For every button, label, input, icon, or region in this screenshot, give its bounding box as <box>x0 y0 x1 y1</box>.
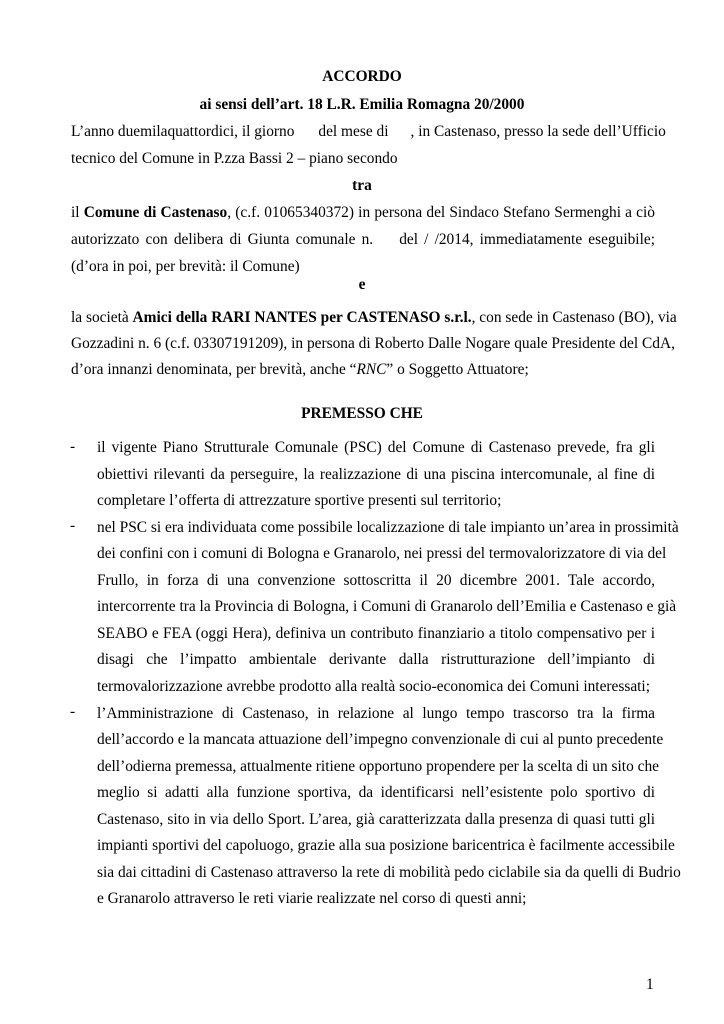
bullet3-line-5: Castenaso, sito in via dello Sport. L’area, già caratterizzata dalla presenza di quasi tutti gli <box>97 811 655 828</box>
bullet-dash: - <box>70 703 76 720</box>
tra-heading: tra <box>352 177 372 194</box>
party1-line-2: autorizzato con delibera di Giunta comunale n. del / /2014, immediatamente eseguibile; <box>71 231 655 248</box>
bullet3-line-6: impianti sportivi del capoluogo, grazie alla sua posizione baricentrica è facilmente accessibile <box>97 837 675 854</box>
bullet3-line-7: sia dai cittadini di Castenaso attraverso la rete di mobilità pedo ciclabile sia da quelli di Budrio <box>97 864 681 881</box>
bullet3-line-3: dell’odierna premessa, attualmente ritiene opportuno propendere per la scelta di un sito che <box>97 758 659 775</box>
bullet3-line-2: dell’accordo e la mancata attuazione dell’impegno convenzionale di cui al punto precedente <box>97 731 664 748</box>
party1-line-1: il Comune di Castenaso, (c.f. 01065340372) in persona del Sindaco Stefano Sermenghi a ciò <box>71 204 655 221</box>
bullet2-line-3: Frullo, in forza di una convenzione sottoscritta il 20 dicembre 2001. Tale accordo, <box>97 572 655 589</box>
bullet2-line-7: termovalorizzazione avrebbe prodotto alla realtà socio-economica dei Comuni interessati; <box>97 678 650 695</box>
bullet2-line-2: dei confini con i comuni di Bologna e Granarolo, nei pressi del termovalorizzatore di via del <box>97 545 667 562</box>
bullet1-line-1: il vigente Piano Strutturale Comunale (PSC) del Comune di Castenaso prevede, fra gli <box>97 439 655 456</box>
bullet1-line-3: completare l’offerta di attrezzature sportive presenti sul territorio; <box>97 492 502 509</box>
party1-line-3: (d’ora in poi, per brevità: il Comune) <box>71 258 300 275</box>
bullet-dash: - <box>70 438 76 455</box>
page-number: 1 <box>646 976 654 993</box>
e-heading: e <box>358 276 366 293</box>
bullet2-line-5: SEABO e FEA (oggi Hera), definiva un contributo finanziario a titolo compensativo per i <box>97 625 655 642</box>
bullet3-line-4: meglio si adatti alla funzione sportiva, da identificarsi nell’esistente polo sportivo di <box>97 784 655 801</box>
document-subtitle: ai sensi dell’art. 18 L.R. Emilia Romagna 20/2000 <box>199 96 525 113</box>
document-title: ACCORDO <box>322 68 402 85</box>
party2-line-3: d’ora innanzi denominata, per brevità, anche “RNC” o Soggetto Attuatore; <box>71 361 529 378</box>
bullet1-line-2: obiettivi rilevanti da perseguire, la realizzazione di una piscina intercomunale, al fine di <box>97 466 655 483</box>
bullet2-line-6: disagi che l’impatto ambientale derivante dalla ristrutturazione dell’impianto di <box>97 651 655 668</box>
bullet2-line-4: intercorrente tra la Provincia di Bologna, i Comuni di Granarolo dell’Emilia e Castenaso e già <box>97 598 677 615</box>
bullet-dash: - <box>70 517 76 534</box>
bullet3-line-8: e Granarolo attraverso le reti viarie realizzate nel corso di questi anni; <box>97 890 527 907</box>
intro-line-1: L’anno duemilaquattordici, il giorno del mese di , in Castenaso, presso la sede dell’Ufficio <box>71 123 666 140</box>
party2-line-1: la società Amici della RARI NANTES per CASTENASO s.r.l., con sede in Castenaso (BO), via <box>71 309 677 326</box>
bullet3-line-1: l’Amministrazione di Castenaso, in relazione al lungo tempo trascorso tra la firma <box>97 705 655 722</box>
bullet2-line-1: nel PSC si era individuata come possibile localizzazione di tale impianto un’area in prossimità <box>97 519 679 536</box>
premesso-heading: PREMESSO CHE <box>301 405 423 422</box>
intro-line-2: tecnico del Comune in P.zza Bassi 2 – piano secondo <box>71 150 398 167</box>
party2-line-2: Gozzadini n. 6 (c.f. 03307191209), in persona di Roberto Dalle Nogare quale Presidente del CdA, <box>71 335 675 352</box>
